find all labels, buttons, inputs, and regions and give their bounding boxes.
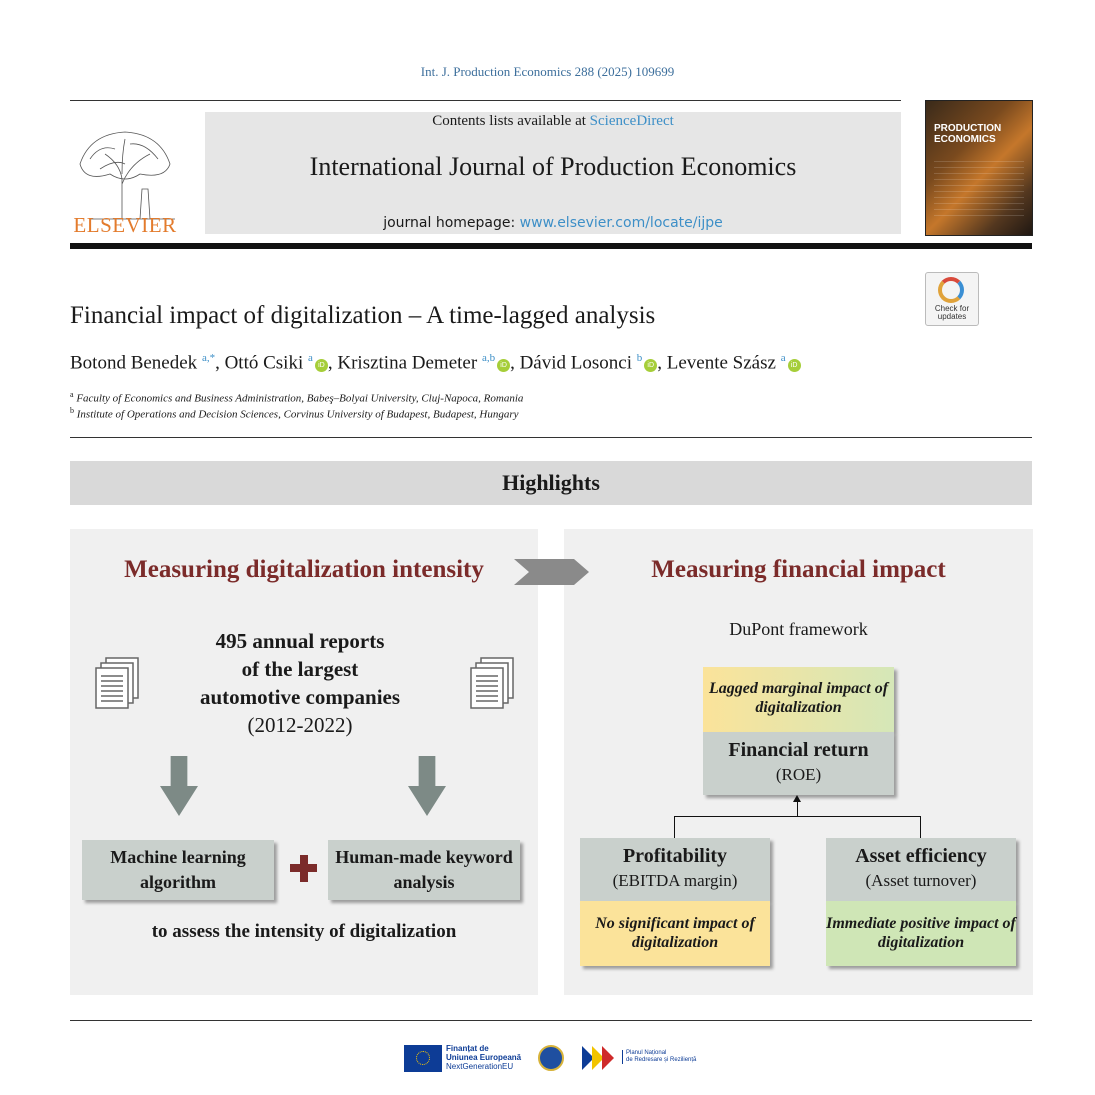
contents-prefix: Contents lists available at — [432, 113, 590, 129]
heading-digitalization: Measuring digitalization intensity — [124, 556, 484, 583]
author-affiliation-mark[interactable]: a — [307, 352, 313, 364]
reports-line: of the largest — [241, 657, 359, 681]
reports-years: (2012-2022) — [247, 713, 353, 737]
profitability-impact-box: No significant impact of digitalization — [580, 901, 770, 966]
affiliation-mark: a — [70, 390, 74, 399]
profitability-title: Profitability — [622, 845, 728, 867]
dupont-label: DuPont framework — [729, 619, 868, 639]
homepage-line — [205, 215, 901, 231]
eu-flag-icon — [404, 1045, 442, 1072]
asset-efficiency-box — [826, 838, 1016, 901]
tree-connector — [920, 816, 921, 838]
affiliation-a — [70, 390, 523, 405]
orcid-icon[interactable]: iD — [497, 359, 510, 372]
author-affiliation-mark[interactable]: b — [636, 352, 643, 364]
affiliation-text: Faculty of Economics and Business Administration, Babeş–Bolyai University, Cluj-Napoca, Romania — [76, 392, 524, 405]
tree-connector — [797, 800, 798, 817]
contents-line — [205, 113, 901, 130]
asset-efficiency-sub: (Asset turnover) — [865, 871, 977, 890]
check-updates-label: Check for updates — [934, 304, 970, 321]
tree-connector — [674, 816, 675, 838]
top-rule — [70, 100, 901, 101]
reports-line: 495 annual reports — [215, 629, 385, 653]
author-name[interactable]: Levente Szász — [666, 352, 776, 374]
paper-title: Financial impact of digitalization – A time-lagged analysis — [70, 302, 656, 329]
author-affiliation-mark[interactable]: a,* — [201, 352, 216, 364]
plus-icon-bar — [290, 864, 317, 872]
masthead-rule — [70, 243, 1032, 249]
affiliation-text: Institute of Operations and Decision Sciences, Corvinus University of Budapest, Budapest, Hungary — [76, 408, 519, 421]
journal-title: International Journal of Production Economics — [309, 152, 797, 181]
pnrr-text — [622, 1050, 696, 1064]
eu-line: NextGenerationEU — [446, 1062, 514, 1071]
orcid-icon[interactable]: iD — [788, 359, 801, 372]
author-affiliation-mark[interactable]: a,b — [481, 352, 496, 364]
homepage-link[interactable]: www.elsevier.com/locate/ijpe — [519, 215, 723, 231]
asset-efficiency-impact-box: Immediate positive impact of digitalization — [826, 901, 1016, 966]
financial-return-sub: (ROE) — [775, 765, 822, 784]
tree-connector — [674, 816, 921, 817]
documents-icon — [94, 656, 140, 710]
reports-line: automotive companies — [199, 685, 401, 709]
orcid-icon[interactable]: iD — [644, 359, 657, 372]
pnrr-line: de Redresare și Reziliență — [626, 1057, 697, 1063]
check-updates-icon — [938, 277, 964, 303]
eu-line: Uniunea Europeană — [446, 1053, 522, 1062]
reports-description — [180, 627, 420, 739]
journal-cover-image — [925, 100, 1033, 236]
sciencedirect-link[interactable]: ScienceDirect — [589, 113, 674, 129]
cover-pattern — [934, 161, 1024, 221]
asset-efficiency-title: Asset efficiency — [855, 845, 987, 867]
elsevier-wordmark: ELSEVIER — [73, 213, 177, 237]
lagged-impact-box: Lagged marginal impact of digitalization — [703, 667, 894, 732]
financial-return-title: Financial return — [728, 739, 869, 761]
pnrr-line: Planul Național — [626, 1050, 667, 1056]
journal-citation: Int. J. Production Economics 288 (2025) 109699 — [420, 64, 675, 79]
affiliation-b — [70, 406, 519, 421]
pnrr-logo-icon — [582, 1046, 618, 1070]
profitability-box — [580, 838, 770, 901]
heading-financial: Measuring financial impact — [651, 556, 946, 583]
eu-line: Finanțat de — [446, 1044, 489, 1053]
author-list: Botond Benedek $^{a,*}$, Ottó Csiki $^a$iD , Krisztina Demeter $^{a,b}$iD , Dávid Losonci $^b$iD , Levente Szász $^a$iD — [70, 352, 801, 374]
affiliation-mark: b — [70, 406, 74, 415]
orcid-icon[interactable]: iD — [315, 359, 328, 372]
eu-stars-icon — [416, 1051, 430, 1065]
homepage-prefix: journal homepage: — [383, 215, 520, 231]
profitability-sub: (EBITDA margin) — [612, 871, 738, 890]
footer-rule — [70, 1020, 1032, 1021]
eu-funding-text — [446, 1044, 521, 1071]
highlights-title: Highlights — [502, 470, 600, 495]
author-name[interactable]: Ottó Csiki — [224, 352, 304, 374]
author-name[interactable]: Botond Benedek — [70, 352, 198, 374]
assess-caption: to assess the intensity of digitalization — [151, 921, 457, 942]
romanian-government-seal-icon — [538, 1045, 564, 1071]
check-updates-button[interactable] — [925, 272, 979, 326]
keyword-analysis-box: Human-made keyword analysis — [328, 840, 520, 900]
section-rule — [70, 437, 1032, 438]
author-affiliation-mark[interactable]: a — [780, 352, 786, 364]
machine-learning-box: Machine learning algorithm — [82, 840, 274, 900]
author-name[interactable]: Dávid Losonci — [519, 352, 632, 374]
author-name[interactable]: Krisztina Demeter — [337, 352, 478, 374]
cover-title: PRODUCTION ECONOMICS — [934, 123, 1002, 145]
financial-return-box — [703, 732, 894, 795]
documents-icon — [469, 656, 515, 710]
